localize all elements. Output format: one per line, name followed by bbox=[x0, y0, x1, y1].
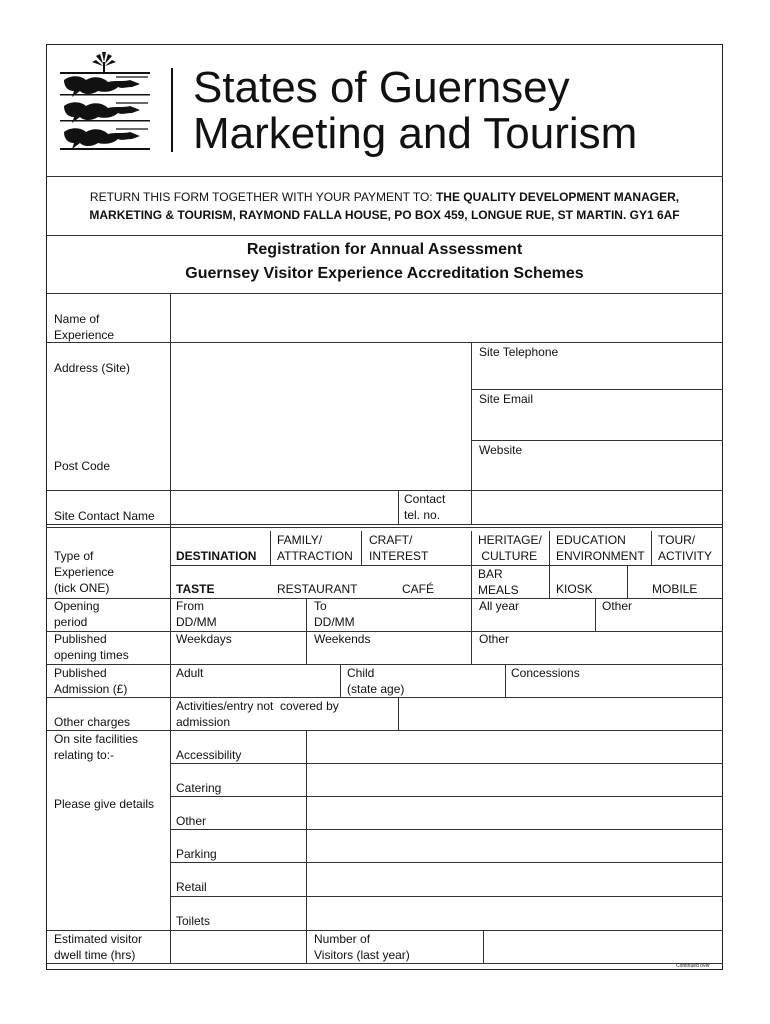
other-charges-input[interactable] bbox=[399, 698, 722, 729]
label-other-charges: Other charges bbox=[54, 715, 131, 729]
col-divider bbox=[505, 664, 506, 697]
label-please-give-details: Please give details bbox=[54, 797, 155, 811]
form-subtitle: Guernsey Visitor Experience Accreditation Schemes bbox=[185, 265, 584, 282]
accessibility-input[interactable] bbox=[307, 731, 722, 762]
return-notice-line2: MARKETING & TOURISM, RAYMOND FALLA HOUSE, PO BOX 459, LONGUE RUE, ST MARTIN. GY1 6AF bbox=[89, 208, 680, 222]
label-contact-tel: Contact tel. no. bbox=[404, 492, 446, 522]
col-divider bbox=[595, 598, 596, 631]
field-times-other[interactable]: Other bbox=[479, 632, 510, 646]
label-parking: Parking bbox=[176, 847, 217, 861]
number-of-visitors-input[interactable] bbox=[484, 931, 722, 962]
option-cafe[interactable]: CAFÉ bbox=[402, 582, 435, 596]
divider bbox=[46, 527, 723, 528]
option-mobile[interactable]: MOBILE bbox=[652, 582, 698, 596]
option-tour-activity[interactable]: TOUR/ ACTIVITY bbox=[658, 533, 713, 563]
field-opening-to[interactable]: To DD/MM bbox=[314, 599, 355, 629]
field-opening-from[interactable]: From DD/MM bbox=[176, 599, 217, 629]
field-concessions[interactable]: Concessions bbox=[511, 666, 580, 680]
col-divider bbox=[340, 664, 341, 697]
divider bbox=[46, 176, 723, 177]
col-divider bbox=[651, 531, 652, 565]
option-education-environment[interactable]: EDUCATION ENVIRONMENT bbox=[556, 533, 645, 563]
col-divider bbox=[627, 565, 628, 598]
option-family-attraction[interactable]: FAMILY/ ATTRACTION bbox=[277, 533, 353, 563]
label-name-of-experience: Name of Experience bbox=[54, 312, 115, 342]
col-divider bbox=[306, 930, 307, 963]
option-restaurant[interactable]: RESTAURANT bbox=[277, 582, 358, 596]
option-bar-meals[interactable]: BAR MEALS bbox=[478, 567, 519, 597]
dept-name: Marketing and Tourism bbox=[193, 109, 638, 158]
option-kiosk[interactable]: KIOSK bbox=[556, 582, 593, 596]
col-divider bbox=[549, 531, 550, 565]
retail-input[interactable] bbox=[307, 863, 722, 895]
col-divider bbox=[549, 565, 550, 598]
divider bbox=[46, 631, 723, 632]
parking-input[interactable] bbox=[307, 830, 722, 861]
label-retail: Retail bbox=[176, 880, 207, 894]
field-opening-other[interactable]: Other bbox=[602, 599, 633, 613]
name-of-experience-input[interactable] bbox=[171, 294, 722, 341]
col-divider bbox=[361, 531, 362, 565]
label-accessibility: Accessibility bbox=[176, 748, 242, 762]
continued-over-note: Continued over bbox=[676, 963, 710, 969]
label-website: Website bbox=[479, 443, 523, 457]
org-name: States of Guernsey bbox=[193, 63, 570, 112]
label-address-site: Address (Site) bbox=[54, 361, 131, 375]
toilets-input[interactable] bbox=[307, 897, 722, 929]
col-divider bbox=[398, 490, 399, 524]
form-title: Registration for Annual Assessment bbox=[246, 241, 523, 258]
label-site-contact-name: Site Contact Name bbox=[54, 509, 155, 523]
field-weekends[interactable]: Weekends bbox=[314, 632, 371, 646]
three-lions-crest-icon bbox=[56, 50, 154, 154]
col-divider bbox=[270, 531, 271, 565]
label-toilets: Toilets bbox=[176, 914, 211, 928]
return-notice-line1: RETURN THIS FORM TOGETHER WITH YOUR PAYMENT TO: THE QUALITY DEVELOPMENT MANAGER, bbox=[89, 190, 680, 204]
field-weekdays[interactable]: Weekdays bbox=[176, 632, 232, 646]
divider bbox=[46, 235, 723, 236]
option-heritage-culture[interactable]: HERITAGE/ CULTURE bbox=[478, 533, 542, 563]
label-site-email: Site Email bbox=[479, 392, 534, 406]
label-post-code: Post Code bbox=[54, 459, 111, 473]
field-child[interactable]: Child (state age) bbox=[347, 666, 405, 696]
divider bbox=[46, 963, 723, 964]
contact-tel-input[interactable] bbox=[472, 491, 722, 523]
divider bbox=[46, 524, 723, 525]
field-all-year[interactable]: All year bbox=[479, 599, 520, 613]
field-adult[interactable]: Adult bbox=[176, 666, 204, 680]
label-site-telephone: Site Telephone bbox=[479, 345, 559, 359]
option-destination[interactable]: DESTINATION bbox=[176, 549, 257, 563]
option-taste[interactable]: TASTE bbox=[176, 582, 215, 596]
option-craft-interest[interactable]: CRAFT/ INTEREST bbox=[369, 533, 429, 563]
label-opening-times: Published opening times bbox=[54, 632, 129, 662]
label-type-of-experience: Type of Experience (tick ONE) bbox=[54, 549, 115, 595]
divider bbox=[170, 565, 723, 566]
logo-divider bbox=[171, 68, 173, 152]
catering-input[interactable] bbox=[307, 764, 722, 795]
address-site-input[interactable] bbox=[171, 343, 470, 489]
label-admission: Published Admission (£) bbox=[54, 666, 128, 696]
label-dwell-time: Estimated visitor dwell time (hrs) bbox=[54, 932, 143, 962]
label-facilities: On site facilities relating to:- bbox=[54, 732, 139, 762]
site-contact-name-input[interactable] bbox=[171, 491, 397, 523]
label-opening-period: Opening period bbox=[54, 599, 100, 629]
label-activities-entry: Activities/entry not covered by admission bbox=[176, 699, 339, 729]
label-number-of-visitors: Number of Visitors (last year) bbox=[314, 932, 410, 962]
dwell-time-input[interactable] bbox=[171, 931, 305, 962]
label-catering: Catering bbox=[176, 781, 222, 795]
label-facility-other: Other bbox=[176, 814, 207, 828]
facility-other-input[interactable] bbox=[307, 797, 722, 828]
